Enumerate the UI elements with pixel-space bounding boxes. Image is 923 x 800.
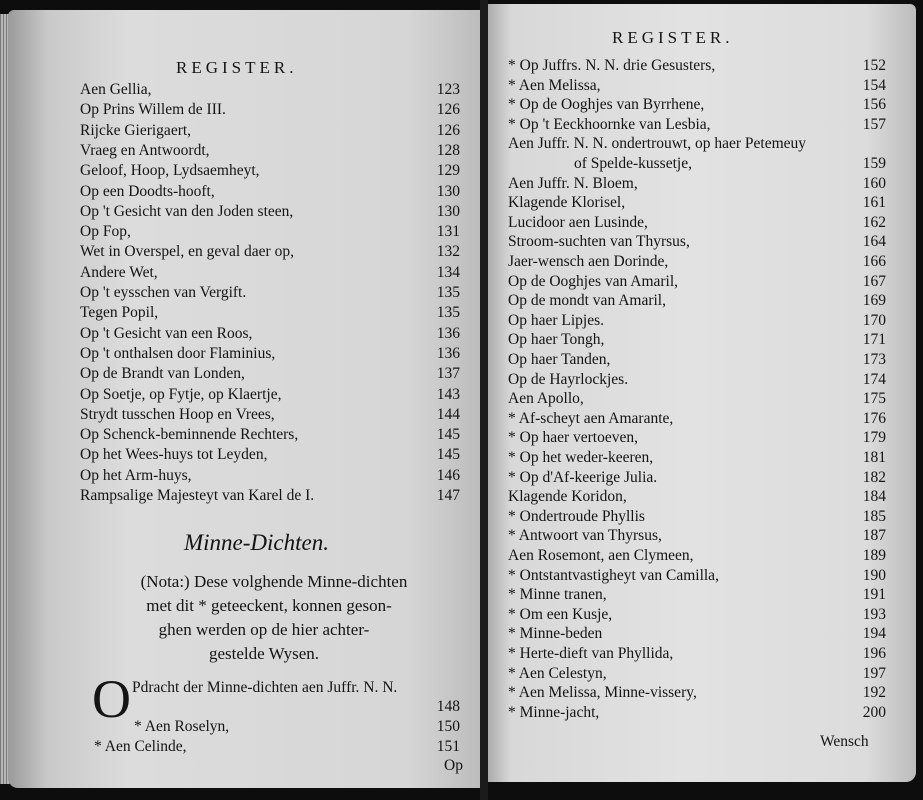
register-entry: Aen Rosemont, aen Clymeen, <box>508 547 694 564</box>
register-entry: * Op het weder-keeren, <box>508 449 654 466</box>
page-number: 126 <box>436 121 460 139</box>
register-entry: * Op d'Af-keerige Julia. <box>508 468 658 486</box>
register-entry: Op haer Tanden, <box>508 351 611 368</box>
register-entry: * Minne tranen, <box>508 586 607 604</box>
register-entry: Op Prins Willem de III. <box>80 101 226 119</box>
page-number: 147 <box>436 487 460 504</box>
page-number: 136 <box>436 324 460 342</box>
page-number: 154 <box>862 76 886 94</box>
register-entry: * Antwoort van Thyrsus, <box>508 527 662 545</box>
page-number: 171 <box>862 331 886 349</box>
page-number: 151 <box>436 738 460 755</box>
register-entry: Op haer Tongh, <box>508 331 605 349</box>
page-number: 187 <box>862 527 886 545</box>
register-entry: * Af-scheyt aen Amarante, <box>508 409 674 427</box>
register-entry: Tegen Popil, <box>80 304 159 322</box>
register-entry: * Ontstantvastigheyt van Camilla, <box>508 566 719 584</box>
note-line: gestelde Wysen. <box>208 644 320 663</box>
register-entry: Klagende Klorisel, <box>508 194 626 212</box>
page-number: 152 <box>862 57 886 74</box>
catchword: Op <box>444 757 463 774</box>
register-entry: Klagende Koridon, <box>508 488 627 506</box>
page-number: 167 <box>862 272 886 290</box>
register-entry: * Aen Roselyn, <box>134 718 230 735</box>
register-entry: Op een Doodts-hooft, <box>80 182 215 200</box>
page-number: 130 <box>436 202 460 220</box>
note-line: (Nota:) Dese volghende Minne-dichten <box>140 572 408 591</box>
register-entry: Aen Apollo, <box>508 390 584 408</box>
register-entry: Rijcke Gierigaert, <box>80 121 192 139</box>
register-entry: Stroom-suchten van Thyrsus, <box>508 233 690 251</box>
page-number: 181 <box>862 449 886 466</box>
register-entry: Op haer Lipjes. <box>508 311 604 329</box>
register-entry: Aen Gellia, <box>80 81 152 98</box>
register-entry: Op 't eysschen van Vergift. <box>80 284 247 301</box>
page-number: 166 <box>862 253 886 270</box>
page-number: 184 <box>862 488 886 506</box>
page-number: 164 <box>862 233 886 251</box>
page-number: 189 <box>862 547 886 564</box>
register-entry: Jaer-wensch aen Dorinde, <box>508 253 669 270</box>
page-number: 200 <box>862 703 886 721</box>
page-number: 179 <box>862 429 886 447</box>
register-entry: Op Schenck-beminnende Rechters, <box>80 426 299 444</box>
register-entry: * Op Juffrs. N. N. drie Gesusters, <box>508 57 716 74</box>
register-entry: * Aen Celinde, <box>94 738 187 755</box>
register-entry: Op de mondt van Amaril, <box>508 292 666 310</box>
register-entry: Op de Hayrlockjes. <box>508 370 629 388</box>
page-number: 159 <box>862 155 886 172</box>
register-entry: Andere Wet, <box>80 263 158 281</box>
page-number: 192 <box>862 684 886 702</box>
page-number: 145 <box>436 446 460 464</box>
register-entry: Aen Juffr. N. Bloem, <box>508 174 638 192</box>
right-running-head: REGISTER. <box>612 28 734 47</box>
page-number: 134 <box>436 263 460 281</box>
page-number: 185 <box>862 507 886 525</box>
page-number: 197 <box>862 664 886 682</box>
register-entry: Op het Arm-huys, <box>80 466 192 484</box>
register-entry: Strydt tusschen Hoop en Vrees, <box>80 405 275 423</box>
register-entry: Rampsalige Majesteyt van Karel de I. <box>80 487 315 504</box>
dedication-entry: Pdracht der Minne-dichten aen Juffr. N. N. <box>132 679 398 696</box>
page-number: 194 <box>862 625 886 643</box>
note-line: ghen werden op de hier achter- <box>158 620 370 639</box>
register-entry: * Aen Melissa, <box>508 76 601 94</box>
register-entry: Lucidoor aen Lusinde, <box>508 213 648 231</box>
page-number: 131 <box>436 223 460 241</box>
page-number: 128 <box>436 141 460 159</box>
register-entry: * Ondertroude Phyllis <box>508 507 645 525</box>
page-number: 162 <box>862 213 886 231</box>
register-entry: Vraeg en Antwoordt, <box>80 141 210 159</box>
section-title: Minne-Dichten. <box>184 530 329 555</box>
page-number: 146 <box>436 466 460 484</box>
register-entry: * Aen Melissa, Minne-vissery, <box>508 684 697 702</box>
register-entry: Op Fop, <box>80 223 131 241</box>
register-entry: Geloof, Hoop, Lydsaemheyt, <box>80 162 260 180</box>
register-entry: * Minne-beden <box>508 625 603 643</box>
page-number: 136 <box>436 344 460 362</box>
page-number: 145 <box>436 426 460 444</box>
page-number: 170 <box>862 311 886 329</box>
page-number: 126 <box>436 101 460 119</box>
register-entry: Wet in Overspel, en geval daer op, <box>80 243 294 261</box>
page-number: 196 <box>862 645 886 662</box>
register-entry: Op het Wees-huys tot Leyden, <box>80 446 268 464</box>
page-number: 176 <box>862 409 886 427</box>
page-number: 190 <box>862 566 886 584</box>
page-number: 135 <box>436 304 460 322</box>
register-entry: Op 't Gesicht van een Roos, <box>80 324 253 342</box>
page-number: 130 <box>436 182 460 200</box>
left-running-head: REGISTER. <box>176 58 298 77</box>
register-entry: Op de Ooghjes van Amaril, <box>508 272 679 290</box>
page-number: 160 <box>862 174 886 192</box>
page-number: 148 <box>436 698 460 715</box>
page-number: 143 <box>436 385 460 403</box>
register-entry: Op 't onthalsen door Flaminius, <box>80 344 276 362</box>
register-entry: * Herte-dieft van Phyllida, <box>508 645 674 662</box>
register-entry: * Op haer vertoeven, <box>508 429 638 447</box>
page-number: 135 <box>436 284 460 301</box>
register-entry: Aen Juffr. N. N. ondertrouwt, op haer Petemeuy <box>508 135 807 153</box>
page-number: 132 <box>436 243 460 261</box>
page-number: 123 <box>436 81 460 98</box>
register-entry: Op 't Gesicht van den Joden steen, <box>80 202 294 220</box>
page-number: 175 <box>862 390 886 408</box>
page-number: 169 <box>862 292 886 310</box>
note-line: met dit * geteeckent, konnen geson- <box>146 596 392 615</box>
page-number: 161 <box>862 194 886 212</box>
register-entry: * Om een Kusje, <box>508 605 613 623</box>
page-number: 144 <box>436 405 460 423</box>
register-entry: Op de Brandt van Londen, <box>80 365 245 383</box>
book-gutter <box>480 0 488 800</box>
page-number: 173 <box>862 351 886 368</box>
catchword: Wensch <box>820 733 869 750</box>
register-entry: Op Soetje, op Fytje, op Klaertje, <box>80 385 282 403</box>
register-entry: * Op 't Eeckhoornke van Lesbia, <box>508 115 711 133</box>
register-entry: * Aen Celestyn, <box>508 664 607 682</box>
drop-cap: O <box>92 669 131 729</box>
page-number: 193 <box>862 605 886 623</box>
page-number: 137 <box>436 365 460 383</box>
register-entry: * Minne-jacht, <box>508 703 600 721</box>
register-entry: * Op de Ooghjes van Byrrhene, <box>508 96 705 114</box>
page-number: 174 <box>862 370 886 388</box>
page-number: 156 <box>862 96 886 114</box>
page-number: 191 <box>862 586 886 604</box>
page-number: 129 <box>436 162 460 180</box>
page-number: 182 <box>862 468 886 486</box>
register-entry: of Spelde-kussetje, <box>574 155 692 172</box>
page-number: 150 <box>436 718 460 735</box>
page-number: 157 <box>862 115 886 133</box>
